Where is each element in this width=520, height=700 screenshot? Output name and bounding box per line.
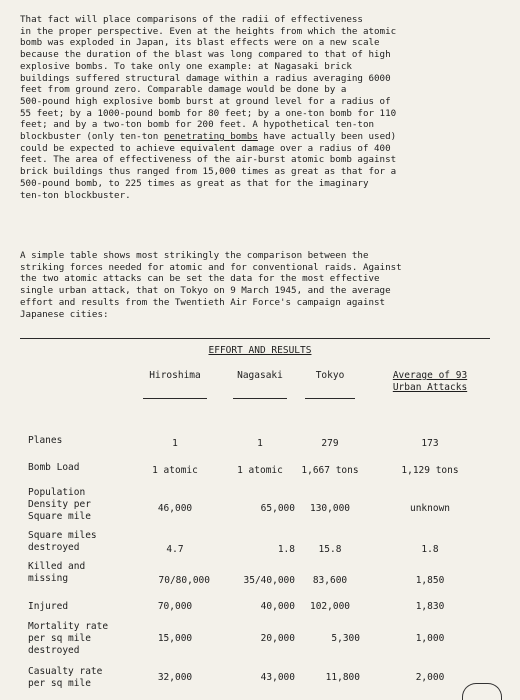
table-cell: unknown xyxy=(409,503,451,514)
table-cell: 15,000 xyxy=(157,633,193,644)
column-header: Average of 93 Urban Attacks xyxy=(392,370,468,393)
row-label: Killed and missing xyxy=(28,561,86,584)
row-label: Square miles destroyed xyxy=(28,530,97,553)
table-cell: 83,600 xyxy=(312,575,348,586)
table-cell: 2,000 xyxy=(415,672,445,683)
table-top-rule xyxy=(20,338,490,339)
table-cell: 1,000 xyxy=(415,633,445,644)
row-label: Injured xyxy=(28,601,69,612)
page-corner-mark xyxy=(462,683,502,700)
table-cell: 130,000 xyxy=(309,503,351,514)
row-label: Casualty rate per sq mile xyxy=(28,666,103,689)
table-cell: 15.8 xyxy=(318,544,342,555)
table-cell: 1 xyxy=(257,438,263,449)
table-cell: 4.7 xyxy=(166,544,184,555)
table-cell: 1,830 xyxy=(415,601,445,612)
table-cell: 1 atomic xyxy=(237,465,283,476)
column-header: Nagasaki xyxy=(237,370,283,381)
paragraph-table-intro: A simple table shows most strikingly the comparison between the striking forces needed for atomic and for conventional raids. Against the two atomic attacks can be set the data for the most effective single urban attack, that on Tokyo on 9 March 1945, and the average effort and results from the Twentieth Air Force's campaign against Japanese cities: xyxy=(20,250,402,320)
column-header-underline xyxy=(233,398,287,399)
table-cell: 65,000 xyxy=(260,503,295,514)
column-header: Tokyo xyxy=(315,370,345,381)
column-header-underline xyxy=(143,398,207,399)
row-label: Mortality rate per sq mile destroyed xyxy=(28,621,109,656)
table-cell: 46,000 xyxy=(157,503,193,514)
table-cell: 1,850 xyxy=(415,575,445,586)
paragraph-radii-comparison: That fact will place comparisons of the radii of effectiveness in the proper perspective. Even at the heights from which the atomic bomb was exploded in Japan, its blast effects were on a new scale because the duration of the blast was long compared to that of high explosive bombs. To take only one example: at Nagasaki brick buildings suffered structural damage within a radius averaging 6000 feet from ground zero. Comparable damage would be done by a 500-pound high explosive bomb burst at ground level for a radius of 55 feet; by a 1000-pound bomb for 80 feet; by a one-ton bomb for 110 feet; and by a two-ton bomb for 200 feet. A hypothetical ten-ton blockbuster (only ten-ton penetrating bombs have actually been used) could be expected to achieve equivalent damage over a radius of 400 feet. The area of effectiveness of the air-burst atomic bomb against brick buildings thus ranged from 15,000 times as great as that for a 500-pound bomb, to 225 times as great as that for the imaginary ten-ton blockbuster. xyxy=(20,14,397,201)
row-label: Bomb Load xyxy=(28,462,80,473)
column-header: Hiroshima xyxy=(149,370,201,381)
table-cell: 1 atomic xyxy=(152,465,198,476)
table-cell: 173 xyxy=(421,438,439,449)
table-title: EFFORT AND RESULTS xyxy=(208,345,312,356)
table-cell: 279 xyxy=(321,438,339,449)
table-cell: 5,300 xyxy=(331,633,360,644)
row-label: Population Density per Square mile xyxy=(28,487,91,522)
table-cell: 40,000 xyxy=(260,601,295,612)
table-cell: 1 xyxy=(172,438,178,449)
row-label: Planes xyxy=(28,435,63,446)
table-cell: 32,000 xyxy=(157,672,193,683)
table-cell: 1,129 tons xyxy=(401,465,459,476)
table-cell: 35/40,000 xyxy=(243,575,295,586)
table-cell: 102,000 xyxy=(309,601,351,612)
table-cell: 1,667 tons xyxy=(301,465,359,476)
column-header-underline xyxy=(305,398,355,399)
table-cell: 43,000 xyxy=(260,672,295,683)
table-cell: 1.8 xyxy=(277,544,295,555)
table-cell: 1.8 xyxy=(421,544,439,555)
table-cell: 70/80,000 xyxy=(158,575,210,586)
table-cell: 20,000 xyxy=(260,633,295,644)
table-cell: 11,800 xyxy=(325,672,360,683)
table-cell: 70,000 xyxy=(157,601,193,612)
